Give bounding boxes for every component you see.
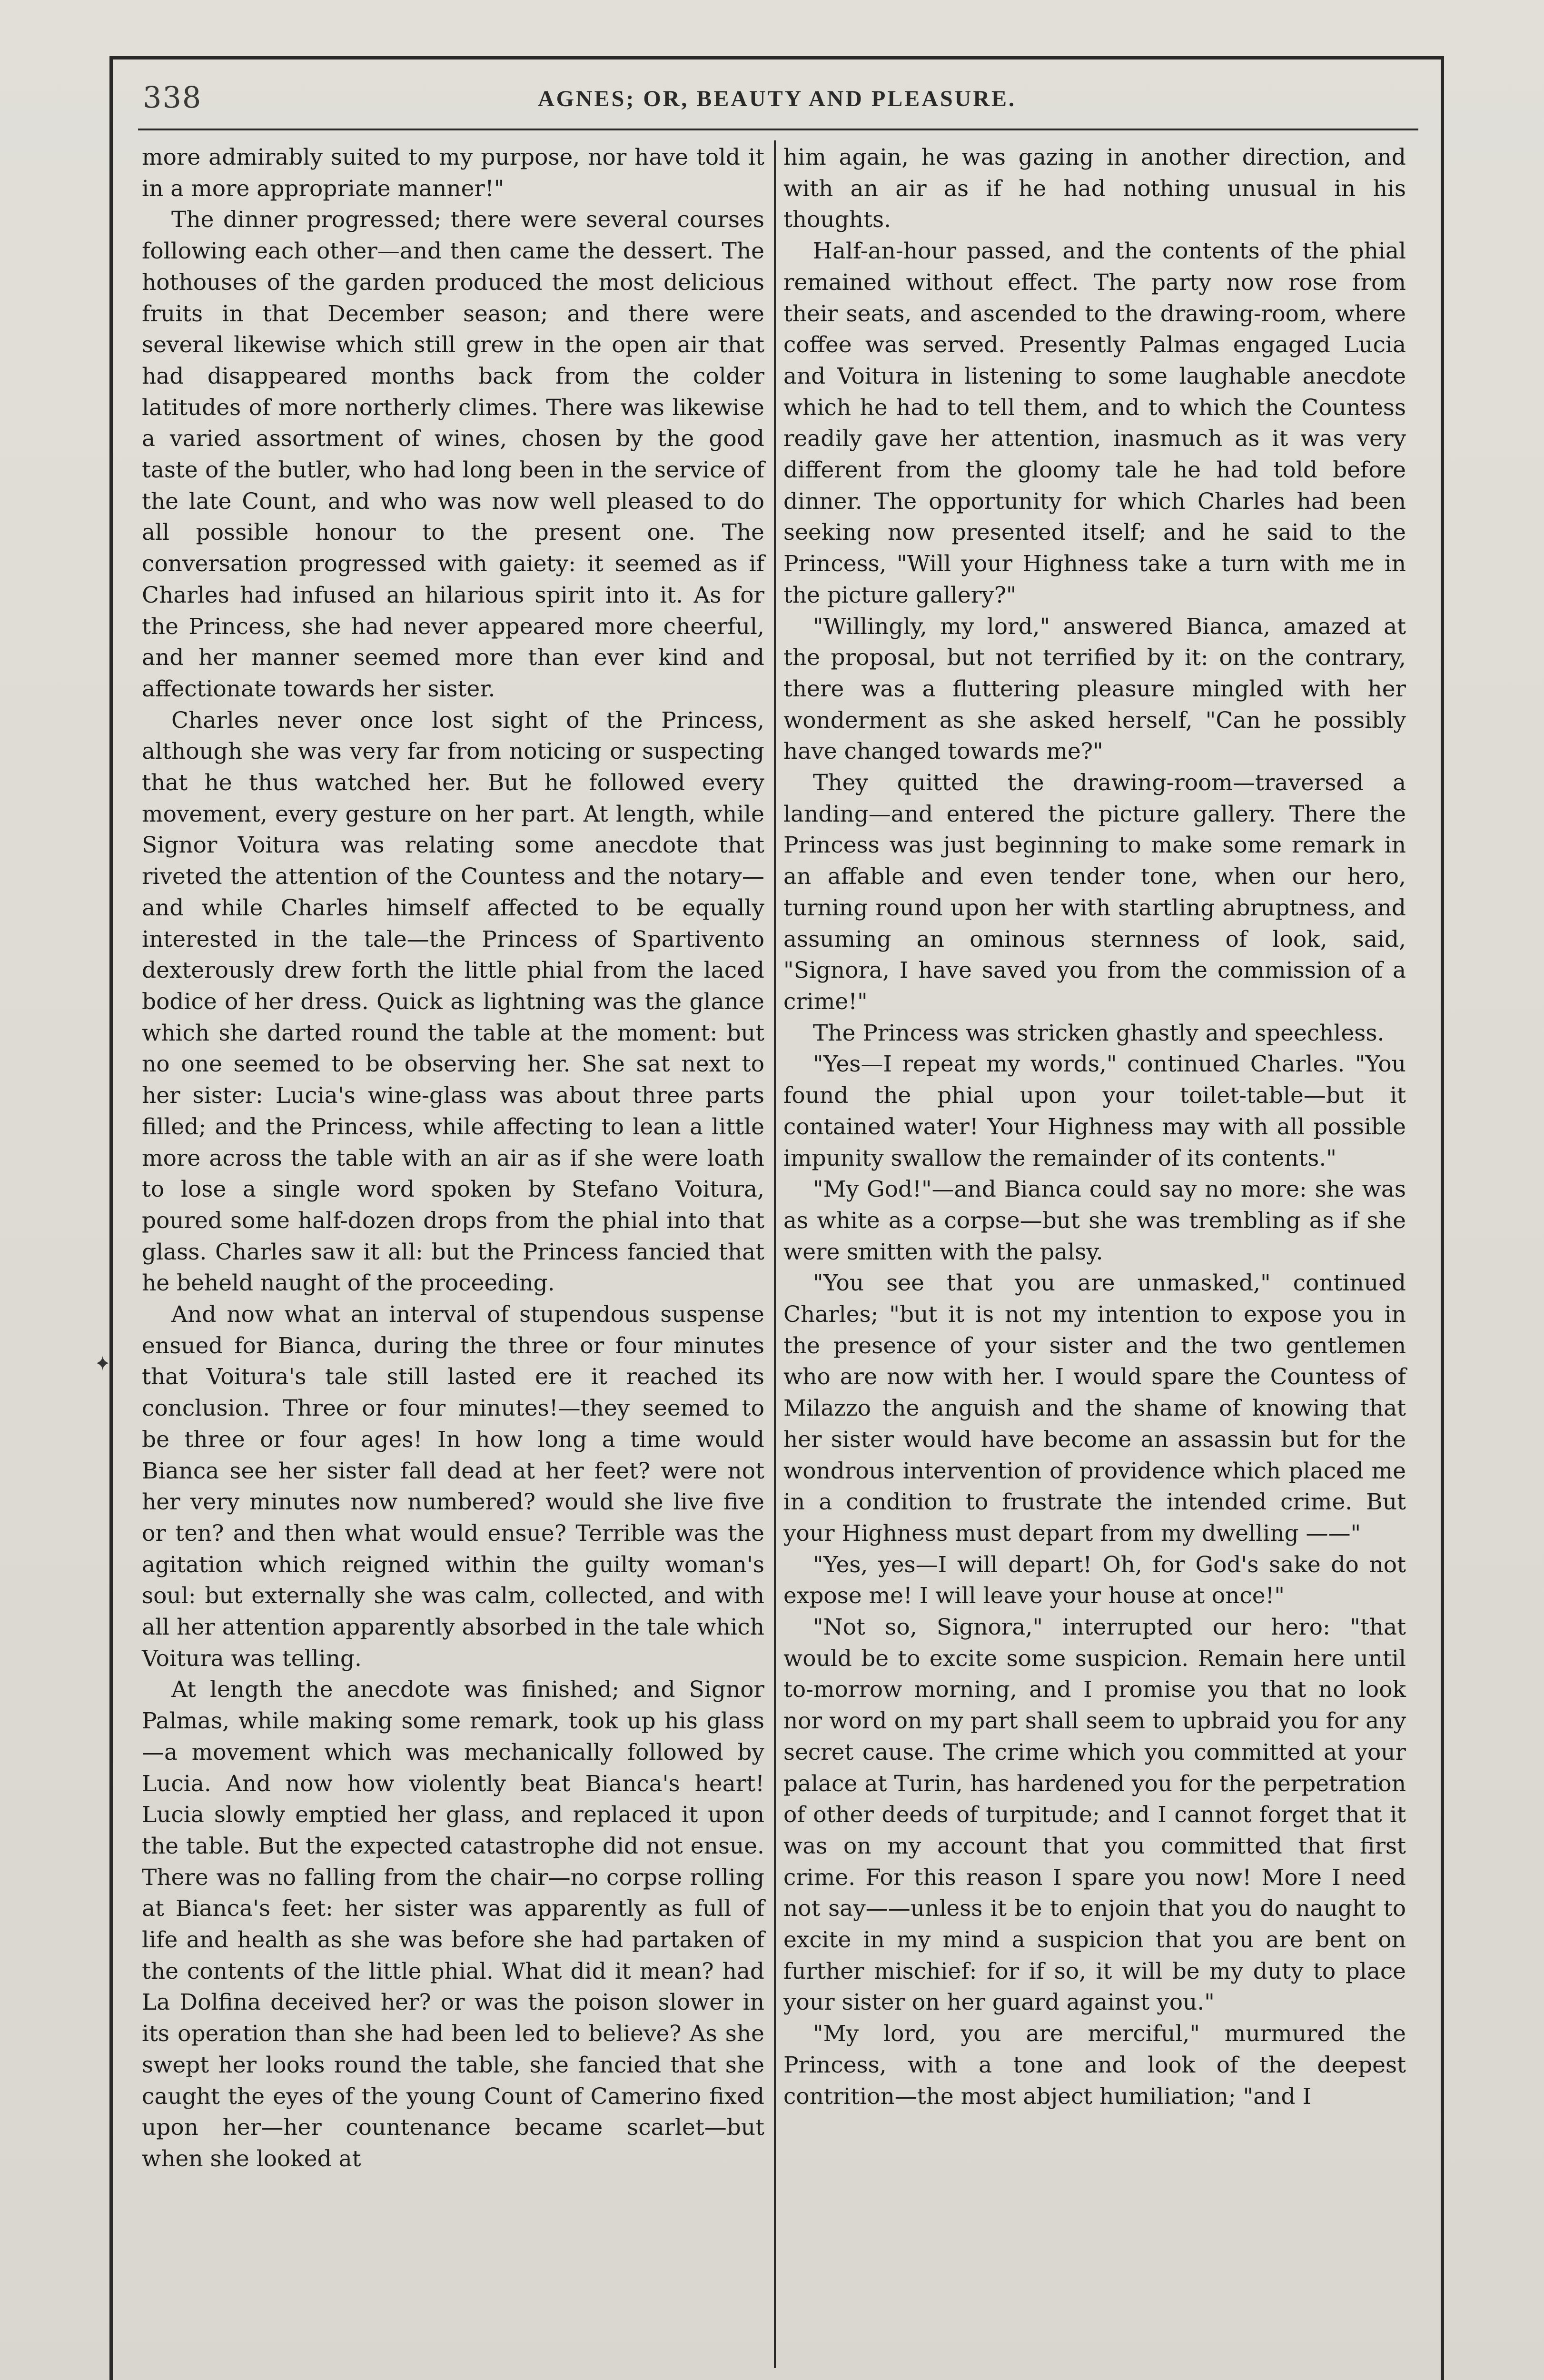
paragraph: "You see that you are unmasked," continued Charles; "but it is not my intention to expose you in the presence of your sister and the two gentlemen who are now with her. I would spare the Countess of Milazzo the anguish and the shame of knowing that her sister would have become an assassin but for the wondrous intervention of providence which placed me in a condition to frustrate the intended crime. But your Highness must depart from my dwelling ——" <box>783 1270 1406 1547</box>
paragraph: They quitted the drawing-room—traversed a landing—and entered the picture gallery. There the Princess was just beginning to make some remark in an affable and even tender tone, when our hero, turning round upon her with startling abruptness, and assuming an ominous sternness of look, said, "Signora, I have saved you from the commission of a crime!" <box>783 770 1406 1015</box>
paragraph: him again, he was gazing in another direction, and with an air as if he had nothing unusual in his thoughts. <box>783 144 1406 233</box>
paragraph: "Yes, yes—I will depart! Oh, for God's sake do not expose me! I will leave your house at once!" <box>783 1551 1406 1609</box>
paragraph: "My God!"—and Bianca could say no more: she was as white as a corpse—but she was trembling as if she were smitten with the palsy. <box>783 1176 1406 1265</box>
paragraph: The Princess was stricken ghastly and speechless. <box>813 1020 1385 1046</box>
paragraph: more admirably suited to my purpose, nor have told it in a more appropriate manner!" <box>142 144 764 202</box>
left-column <box>142 142 764 2175</box>
paragraph: The dinner progressed; there were several courses following each other—and then came the dessert. The hothouses of the garden produced the most delicious fruits in that December season; and there were several likewise which still grew in the open air that had disappeared months back from the colder latitudes of more northerly climes. There was likewise a varied assortment of wines, chosen by the good taste of the butler, who had long been in the service of the late Count, and who was now well pleased to do all possible honour to the present one. The conversation progressed with gaiety: it seemed as if Charles had infused an hilarious spirit into it. As for the Princess, she had never appeared more cheerful, and her manner seemed more than ever kind and affectionate towards her sister. <box>142 207 764 702</box>
right-column <box>783 142 1406 2112</box>
running-title: AGNES; OR, BEAUTY AND PLEASURE. <box>538 86 1017 111</box>
paragraph: Charles never once lost sight of the Princess, although she was very far from noticing or suspecting that he thus watched her. But he followed every movement, every gesture on her part. At length, while Signor Voitura was relating some anecdote that riveted the attention of the Countess and the notary—and while Charles himself affected to be equally interested in the tale—the Princess of Spartivento dexterously drew forth the little phial from the laced bodice of her dress. Quick as lightning was the glance which she darted round the table at the moment: but no one seemed to be observing her. She sat next to her sister: Lucia's wine-glass was about three parts filled; and the Princess, while affecting to lean a little more across the table with an air as if she were loath to lose a single word spoken by Stefano Voitura, poured some half-dozen drops from the phial into that glass. Charles saw it all: but the Princess fancied that he beheld naught of the proceeding. <box>142 707 764 1297</box>
paragraph: "Yes—I repeat my words," continued Charles. "You found the phial upon your toilet-table—but it contained water! Your Highness may with all possible impunity swallow the remainder of its contents." <box>783 1051 1406 1171</box>
column-divider <box>774 140 776 2368</box>
paragraph: Half-an-hour passed, and the contents of the phial remained without effect. The party now rose from their seats, and ascended to the drawing-room, where coffee was served. Presently Palmas engaged Lucia and Voitura in listening to some laughable anecdote which he had to tell them, and to which the Countess readily gave her attention, inasmuch as it was very different from the gloomy tale he had told before dinner. The opportunity for which Charles had been seeking now presented itself; and he said to the Princess, "Will your Highness take a turn with me in the picture gallery?" <box>783 238 1406 608</box>
margin-mark: ✦ <box>94 1352 111 1375</box>
paragraph: "Not so, Signora," interrupted our hero: "that would be to excite some suspicion. Remain here until to-morrow morning, and I promise you that no look nor word on my part shall seem to upbraid you for any secret cause. The crime which you committed at your palace at Turin, has hardened you for the perpetration of other deeds of turpitude; and I cannot forget that it was on my account that you committed that first crime. For this reason I spare you now! More I need not say——unless it be to enjoin that you do naught to excite in my mind a suspicion that you are bent on further mischief: for if so, it will be my duty to place your sister on her guard against you." <box>783 1614 1406 2016</box>
paragraph: "My lord, you are merciful," murmured the Princess, with a tone and look of the deepest contrition—the most abject humiliation; "and I <box>783 2021 1406 2110</box>
header-rule <box>138 129 1418 130</box>
paragraph: At length the anecdote was finished; and Signor Palmas, while making some remark, took up his glass—a movement which was mechanically followed by Lucia. And now how violently beat Bianca's heart! Lucia slowly emptied her glass, and replaced it upon the table. But the expected catastrophe did not ensue. There was no falling from the chair—no corpse rolling at Bianca's feet: her sister was apparently as full of life and health as she was before she had partaken of the contents of the little phial. What did it mean? had La Dolfina deceived her? or was the poison slower in its operation than she had been led to believe? As she swept her looks round the table, she fancied that she caught the eyes of the young Count of Camerino fixed upon her—her countenance became scarlet—but when she looked at <box>142 1676 764 2172</box>
paragraph: And now what an interval of stupendous suspense ensued for Bianca, during the three or four minutes that Voitura's tale still lasted ere it reached its conclusion. Three or four minutes!—they seemed to be three or four ages! In how long a time would Bianca see her sister fall dead at her feet? were not her very minutes now numbered? would she live five or ten? and then what would ensue? Terrible was the agitation which reigned within the guilty woman's soul: but externally she was calm, collected, and with all her attention apparently absorbed in the tale which Voitura was telling. <box>142 1301 764 1672</box>
page-number: 338 <box>143 80 202 115</box>
paragraph: "Willingly, my lord," answered Bianca, amazed at the proposal, but not terrified by it: on the contrary, there was a fluttering pleasure mingled with her wonderment as she asked herself, "Can he possibly have changed towards me?" <box>783 613 1406 765</box>
